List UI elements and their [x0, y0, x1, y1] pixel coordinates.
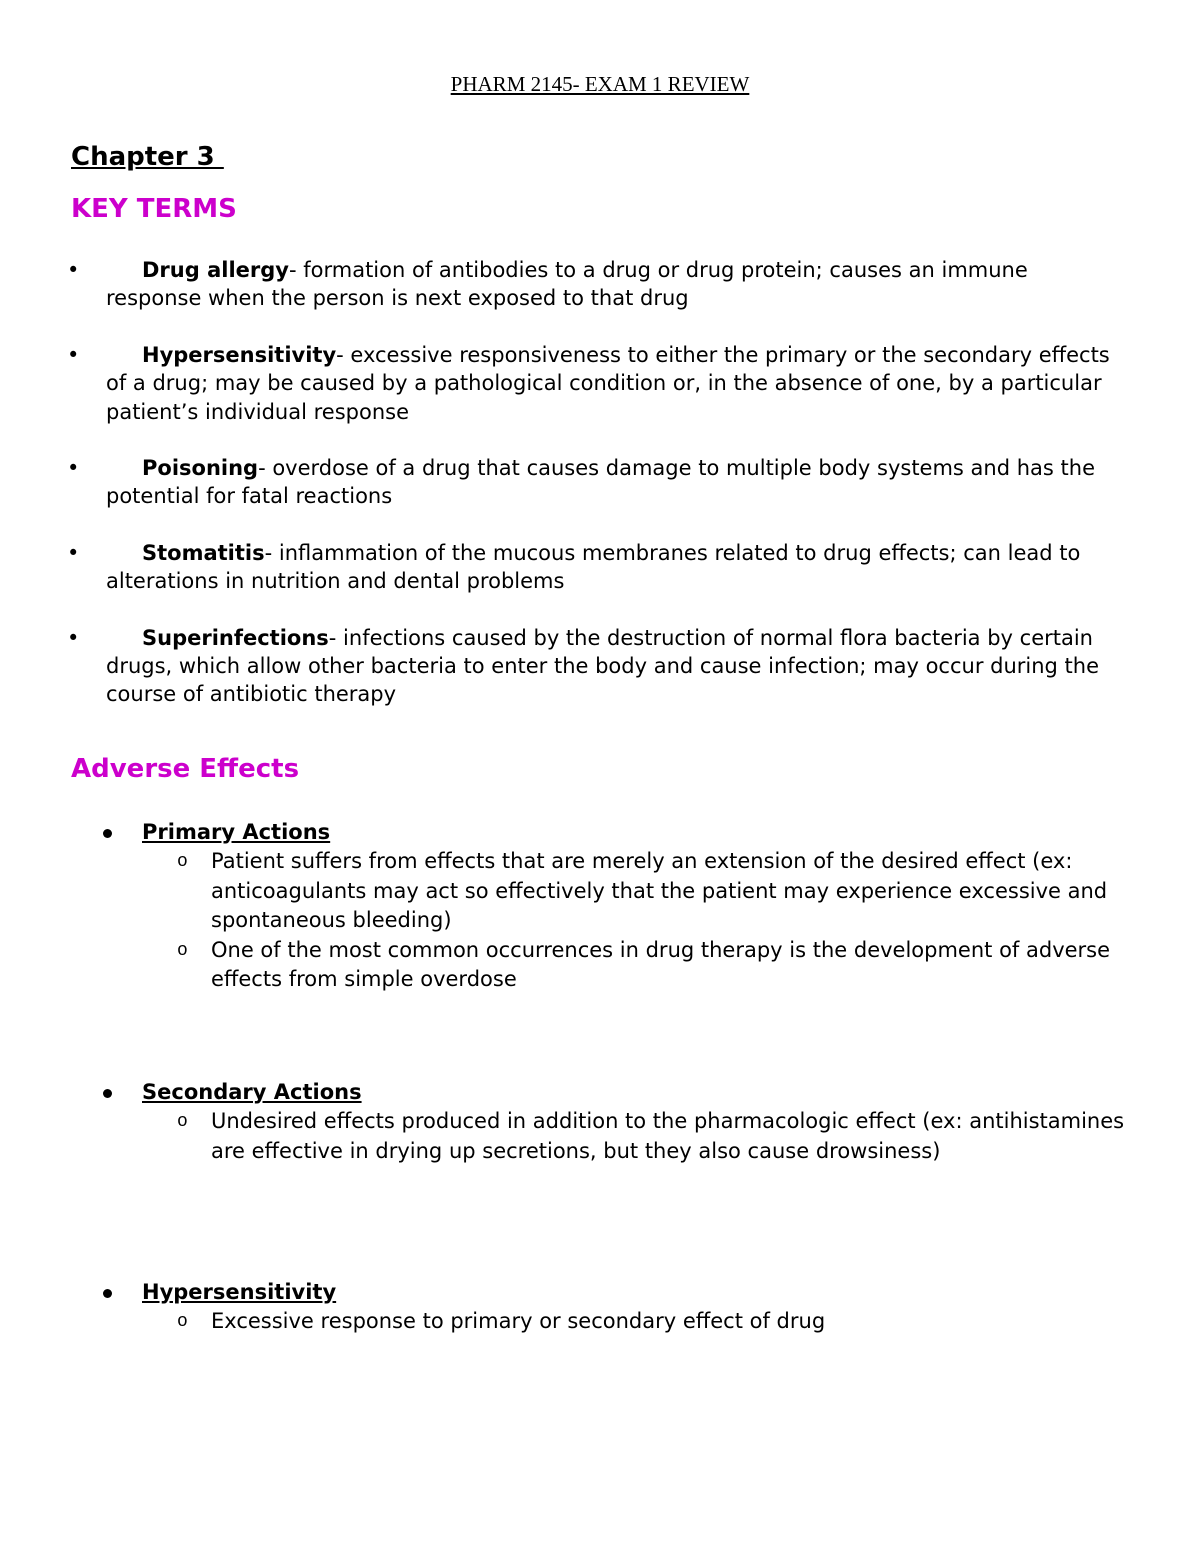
- term-definition: - excessive responsiveness to either the primary or the secondary effects of a drug; may be caused by a pathological condition or, in the absence of one, by a particular patient’s individual response: [106, 342, 1110, 424]
- term-item-superinfections: [0, 624, 1126, 709]
- list-item-text: Patient suffers from effects that are merely an extension of the desired effect (ex: anticoagulants may act so effectively that the patient may experience excessive and spontaneous bleeding): [211, 849, 1108, 932]
- circle-bullet-icon: o: [177, 1312, 188, 1332]
- circle-bullet-icon: o: [177, 1112, 188, 1132]
- list-item: [0, 1107, 1126, 1166]
- term-name: Stomatitis: [142, 540, 265, 565]
- secondary-actions-list: [0, 1107, 1200, 1166]
- term-name: Drug allergy: [142, 258, 289, 282]
- secondary-actions-title: Secondary Actions: [142, 1080, 362, 1104]
- bullet-icon: •: [67, 625, 80, 650]
- term-definition: - infections caused by the destruction of normal flora bacteria by certain drugs, which allow other bacteria to enter the body and cause infection; may occur during the course of antibiotic therapy: [106, 625, 1100, 707]
- bullet-icon: •: [67, 456, 80, 481]
- hypersensitivity-title: Hypersensitivity: [142, 1280, 337, 1304]
- term-item-poisoning: [0, 454, 1126, 511]
- bullet-dot-icon: [103, 829, 112, 838]
- list-item-text: One of the most common occurrences in drug therapy is the development of adverse effects from simple overdose: [211, 937, 1111, 991]
- term-name: Hypersensitivity: [142, 342, 337, 367]
- adverse-effects-heading: Adverse Effects: [71, 754, 300, 784]
- circle-bullet-icon: o: [177, 940, 188, 961]
- hypersensitivity-list: [0, 1307, 1200, 1337]
- primary-actions-list: [0, 847, 1200, 995]
- list-item-text: Excessive response to primary or secondary effect of drug: [211, 1309, 826, 1333]
- term-item-stomatitis: [0, 539, 1126, 596]
- document-title: PHARM 2145- EXAM 1 REVIEW: [450, 72, 750, 96]
- key-terms-list: [0, 256, 1200, 737]
- primary-actions-title: Primary Actions: [142, 820, 331, 844]
- list-item: [0, 1307, 1126, 1337]
- key-terms-heading: KEY TERMS: [71, 194, 237, 224]
- term-item-drug-allergy: [0, 256, 1126, 313]
- bullet-icon: •: [67, 258, 80, 282]
- term-item-hypersensitivity: [0, 341, 1126, 426]
- hypersensitivity-section: [0, 1278, 1200, 1337]
- list-item: [0, 936, 1126, 995]
- circle-bullet-icon: o: [177, 852, 188, 872]
- primary-actions-section: [0, 818, 1200, 995]
- term-name: Poisoning: [142, 456, 259, 481]
- list-item: [0, 847, 1126, 936]
- term-name: Superinfections: [142, 625, 329, 650]
- term-definition: - formation of antibodies to a drug or drug protein; causes an immune response when the person is next exposed to that drug: [106, 258, 1028, 311]
- bullet-icon: •: [67, 342, 80, 367]
- secondary-actions-section: [0, 1078, 1200, 1166]
- bullet-dot-icon: [103, 1289, 112, 1298]
- term-definition: - inflammation of the mucous membranes related to drug effects; can lead to alterations in nutrition and dental problems: [106, 540, 1081, 594]
- term-definition: - overdose of a drug that causes damage to multiple body systems and has the potential for fatal reactions: [106, 456, 1095, 509]
- bullet-dot-icon: [103, 1089, 112, 1098]
- chapter-heading: Chapter 3: [71, 142, 224, 172]
- list-item-text: Undesired effects produced in addition to the pharmacologic effect (ex: antihistamines are effective in drying up secretions, but they also cause drowsiness): [211, 1109, 1125, 1163]
- bullet-icon: •: [67, 540, 80, 565]
